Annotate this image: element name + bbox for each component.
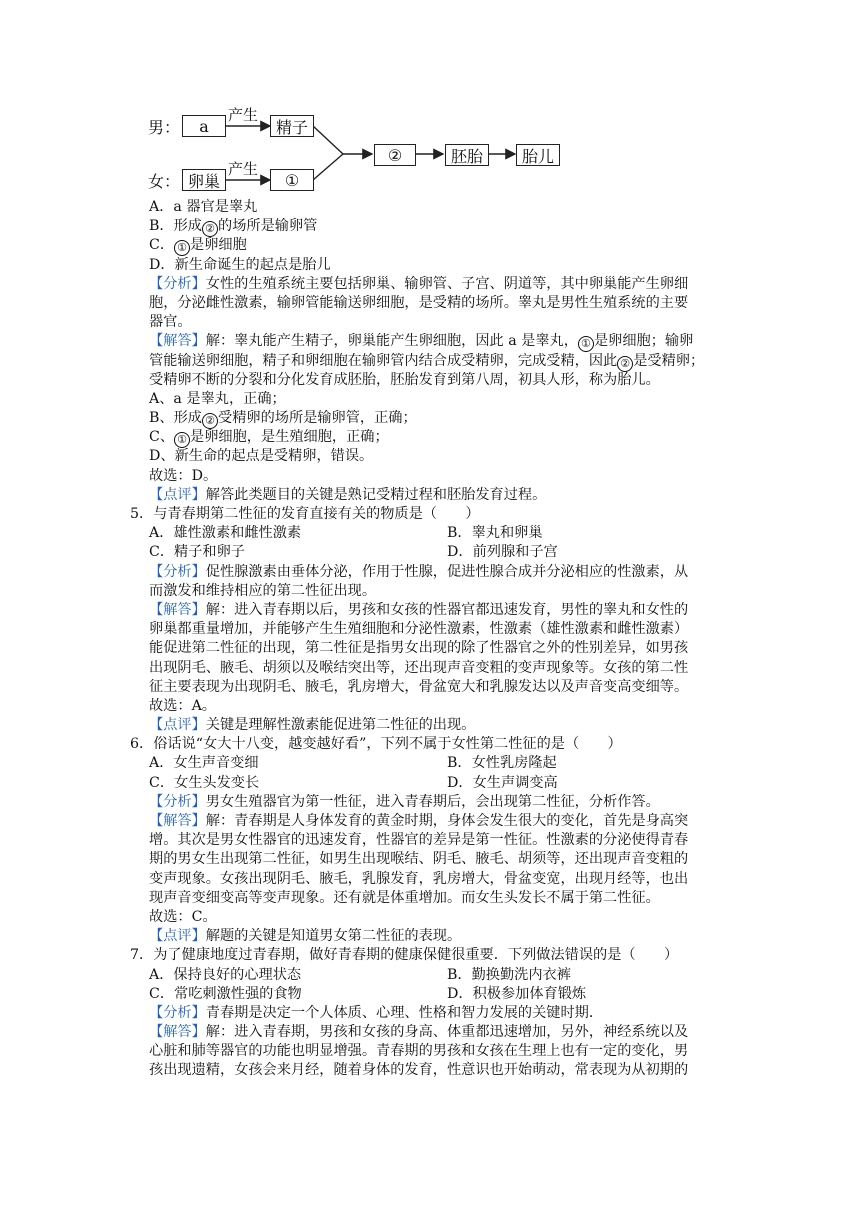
q5-analysis-2: 而激发和维持相应的第二性征出现。 bbox=[149, 582, 377, 599]
q4-solution-3: 受精卵不断的分裂和分化发育成胚胎，胚胎发育到第八周，初具人形，称为胎儿。 bbox=[149, 371, 660, 388]
q4-comment: 【点评】解答此类题目的关键是熟记受精过程和胚胎发育过程。 bbox=[149, 486, 547, 503]
document-body bbox=[130, 198, 740, 1081]
q4-solution-2: 管能输送卵细胞，精子和卵细胞在输卵管内结合成受精卵，完成受精，因此 ② 是受精卵； bbox=[149, 352, 705, 370]
q4-answer: 故选：D。 bbox=[149, 467, 218, 484]
q6-options-row-2: C．女生头发变长 D．女生声调变高 bbox=[149, 774, 558, 791]
q6-solution-5: 现声音变细变高等变声现象。还有就是体重增加。而女生头发长不属于第二性征。 bbox=[149, 889, 660, 906]
q6-solution-2: 增。其次是男女性器官的迅速发育，性器官的差异是第一性征。性激素的分泌使得青春 bbox=[149, 832, 689, 849]
q7-solution-2: 心脏和肺等器官的功能也明显增强。青春期的男孩和女孩在生理上也有一定的变化，男 bbox=[149, 1043, 689, 1060]
q4-review-c: C、 ① 是卵细胞，是生殖细胞，正确； bbox=[149, 429, 389, 447]
female-label: 女： bbox=[148, 172, 181, 191]
q7-stem: 7．为了健康地度过青春期，做好青春期的健康保健很重要．下列做法错误的是（ ） bbox=[130, 947, 679, 964]
box-circle-1: ① bbox=[270, 169, 314, 191]
box-embryo: 胚胎 bbox=[445, 144, 489, 166]
q4-option-c: C． ① 是卵细胞 bbox=[149, 237, 247, 255]
box-circle-2: ② bbox=[374, 144, 416, 166]
q4-option-d: D．新生命诞生的起点是胎儿 bbox=[149, 256, 331, 273]
produce-label-1: 产生 bbox=[228, 106, 259, 124]
q4-analysis-3: 器官。 bbox=[149, 314, 192, 331]
q6-stem: 6．俗话说“女大十八变，越变越好看”，下列不属于女性第二性征的是（ ） bbox=[130, 736, 622, 753]
q5-solution-5: 征主要表现为出现阴毛、腋毛，乳房增大，骨盆宽大和乳腺发达以及声音变高变细等。 bbox=[149, 678, 689, 695]
q4-option-a: A．a 器官是睾丸 bbox=[149, 199, 258, 215]
box-a: a bbox=[182, 115, 226, 137]
q5-options-row-1: A．雄性激素和雌性激素 B．睾丸和卵巢 bbox=[149, 525, 543, 542]
q7-options-row-2: C．常吃刺激性强的食物 D．积极参加体育锻炼 bbox=[149, 985, 587, 1002]
q7-options-row-1: A．保持良好的心理状态 B．勤换勤洗内衣裤 bbox=[149, 966, 571, 983]
produce-label-2: 产生 bbox=[228, 160, 259, 178]
q4-review-a: A、a 是睾丸，正确； bbox=[149, 390, 286, 407]
q5-stem: 5．与青春期第二性征的发育直接有关的物质是（ ） bbox=[130, 506, 480, 522]
q5-analysis: 【分析】促性腺激素由垂体分泌，作用于性腺，促进性腺合成并分泌相应的性激素，从 bbox=[149, 563, 689, 580]
q4-review-d: D、新生命的起点是受精卵，错误。 bbox=[149, 448, 374, 465]
male-label: 男： bbox=[148, 118, 181, 137]
q4-analysis-2: 胞，分泌雌性激素，输卵管能输送卵细胞，是受精的场所。睾丸是男性生殖系统的主要 bbox=[149, 294, 689, 311]
box-fetus: 胎儿 bbox=[516, 144, 560, 166]
q6-solution-3: 期的男女生出现第二性征，如男生出现喉结、阴毛、腋毛、胡须等，还出现声音变粗的 bbox=[149, 851, 689, 868]
fertilization-diagram bbox=[148, 108, 568, 200]
q6-options-row-1: A．女生声音变细 B．女性乳房隆起 bbox=[149, 755, 557, 772]
q6-analysis: 【分析】男女生殖器官为第一性征，进入青春期后，会出现第二性征，分析作答。 bbox=[149, 793, 660, 810]
q4-option-b: B．形成 ② 的场所是输卵管 bbox=[149, 218, 318, 236]
q7-solution-3: 孩出现遗精，女孩会来月经，随着身体的发育，性意识也开始萌动，常表现为从初期的 bbox=[149, 1062, 689, 1079]
q7-solution: 【解答】解：进入青春期，男孩和女孩的身高、体重都迅速增加，另外，神经系统以及 bbox=[149, 1024, 689, 1041]
box-sperm: 精子 bbox=[270, 115, 314, 137]
q5-solution: 【解答】解：进入青春期以后，男孩和女孩的性器官都迅速发育，男性的睾丸和女性的 bbox=[149, 601, 689, 618]
q5-answer: 故选：A。 bbox=[149, 697, 216, 714]
q6-answer: 故选：C。 bbox=[149, 908, 217, 925]
q4-analysis: 【分析】女性的生殖系统主要包括卵巢、输卵管、子宫、阴道等，其中卵巢能产生卵细 bbox=[149, 275, 689, 292]
q4-review-b: B、形成 ② 受精卵的场所是输卵管，正确； bbox=[149, 410, 417, 428]
q5-solution-3: 能促进第二性征的出现，第二性征是指男女出现的除了性器官之外的性别差异，如男孩 bbox=[149, 640, 689, 657]
q5-options-row-2: C．精子和卵子 D．前列腺和子宫 bbox=[149, 544, 558, 561]
q7-analysis: 【分析】青春期是决定一个人体质、心理、性格和智力发展的关键时期． bbox=[149, 1004, 604, 1021]
q6-comment: 【点评】解题的关键是知道男女第二性征的表现。 bbox=[149, 928, 462, 945]
q6-solution: 【解答】解：青春期是人身体发育的黄金时期，身体会发生很大的变化，首先是身高突 bbox=[149, 813, 689, 829]
q4-solution: 【解答】解：睾丸能产生精子，卵巢能产生卵细胞，因此 a 是睾丸， ① 是卵细胞；输卵 bbox=[149, 333, 694, 351]
q5-solution-2: 卵巢都重量增加，并能够产生生殖细胞和分泌性激素，性激素（雄性激素和雌性激素） bbox=[149, 621, 689, 638]
q5-solution-4: 出现阴毛、腋毛、胡须以及喉结突出等，还出现声音变粗的变声现象等。女孩的第二性 bbox=[149, 659, 689, 676]
q6-solution-4: 变声现象。女孩出现阴毛、腋毛，乳腺发育，乳房增大，骨盆变宽，出现月经等，也出 bbox=[149, 870, 689, 887]
box-ovary: 卵巢 bbox=[182, 169, 226, 191]
q5-comment: 【点评】关键是理解性激素能促进第二性征的出现。 bbox=[149, 717, 476, 734]
